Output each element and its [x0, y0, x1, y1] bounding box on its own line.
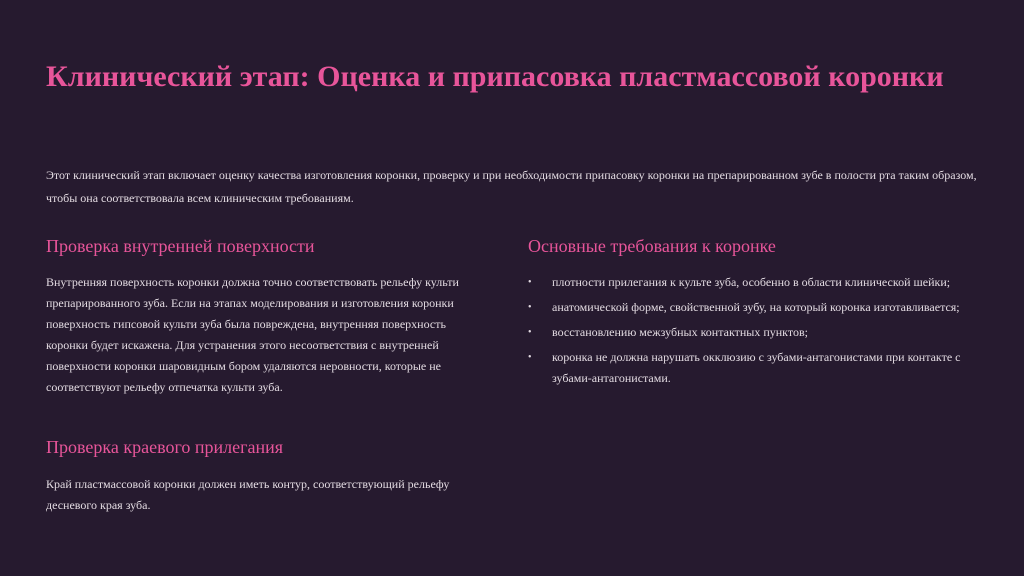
bullet-icon: • — [528, 352, 532, 363]
inner-surface-text: Внутренняя поверхность коронки должна точно соответствовать рельефу культи препарированного зуба. Если на этапах моделирования и изготовления коронки поверхность гипсовой культи зуба была повреждена, внутренняя поверхность коронки будет искажена. Для устранения этого несоответствия с внутренней поверхности коронки шаровидным бором удаляются неровности, которые не соответствуют рельефу отпечатка культи зуба. — [46, 275, 459, 394]
bullet-icon: • — [528, 302, 532, 313]
requirement-item — [528, 322, 968, 343]
intro-paragraph: Этот клинический этап включает оценку качества изготовления коронки, проверку и при необходимости припасовку коронки на препарированном зубе в полости рта таким образом, чтобы она соответствовала всем клиническим требованиям. — [46, 168, 977, 205]
inner-surface-heading: Проверка внутренней поверхности — [46, 236, 315, 256]
bullet-icon: • — [528, 277, 532, 288]
requirement-item — [528, 347, 968, 389]
edge-fit-heading: Проверка краевого прилегания — [46, 437, 284, 457]
requirement-text: восстановлению межзубных контактных пунктов; — [552, 325, 808, 339]
edge-fit-text: Край пластмассовой коронки должен иметь контур, соответствующий рельефу десневого края зуба. — [46, 477, 450, 512]
requirements-heading: Основные требования к коронке — [528, 236, 776, 256]
page-title: Клинический этап: Оценка и припасовка пластмассовой коронки — [46, 60, 944, 93]
requirement-item — [528, 297, 968, 318]
requirement-text: плотности прилегания к культе зуба, особенно в области клинической шейки; — [552, 275, 951, 289]
requirement-text: анатомической форме, свойственной зубу, на который коронка изготавливается; — [552, 300, 960, 314]
requirement-text: коронка не должна нарушать окклюзию с зубами-антагонистами при контакте с зубами-антагонистами. — [552, 350, 961, 385]
bullet-icon: • — [528, 327, 532, 338]
requirement-item — [528, 272, 968, 293]
requirements-list — [528, 272, 968, 393]
